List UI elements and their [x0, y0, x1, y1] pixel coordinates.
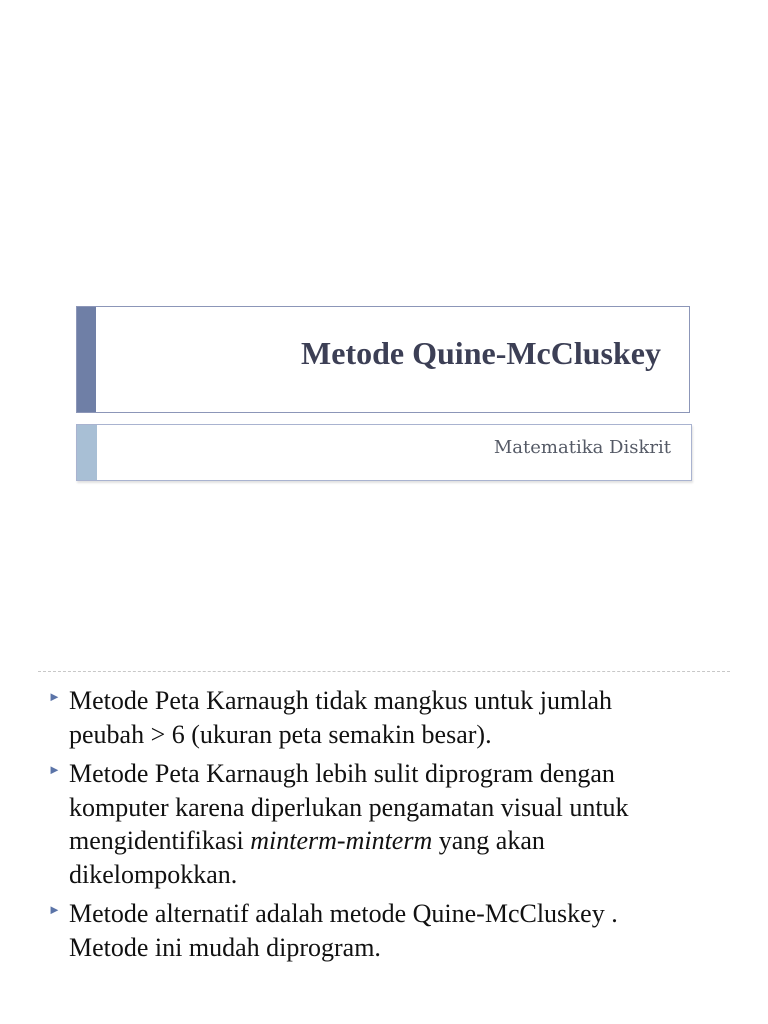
subtitle-accent-bar [77, 425, 97, 480]
emphasized-term: minterm-minterm [250, 826, 433, 855]
slide-subtitle: Matematika Diskrit [493, 437, 671, 458]
bullet-text: mengidentifikasi [69, 826, 251, 855]
title-accent-bar [77, 307, 96, 412]
triangle-right-icon: ► [48, 902, 61, 917]
subtitle-box [76, 424, 692, 481]
bullet-line: peubah > 6 (ukuran peta semakin besar). [69, 719, 492, 749]
bullet-item [40, 684, 700, 751]
bullet-line: Metode ini mudah diprogram. [69, 932, 381, 962]
bullet-line [69, 824, 700, 858]
bullet-line: komputer karena diperlukan pengamatan visual untuk [69, 792, 629, 822]
page-divider [38, 671, 730, 672]
title-box [76, 306, 690, 413]
bullet-item [40, 897, 700, 964]
bullet-list [40, 684, 700, 970]
bullet-line: Metode Peta Karnaugh tidak mangkus untuk jumlah [69, 686, 613, 715]
slide-title: Metode Quine-McCluskey [301, 335, 661, 371]
bullet-line: Metode alternatif adalah metode Quine-McCluskey . [69, 899, 618, 928]
bullet-line: dikelompokkan. [69, 859, 238, 889]
bullet-line: Metode Peta Karnaugh lebih sulit diprogram dengan [69, 759, 615, 788]
bullet-item [40, 757, 700, 891]
triangle-right-icon: ► [48, 689, 61, 704]
bullet-text: yang akan [432, 826, 545, 855]
triangle-right-icon: ► [48, 762, 61, 777]
